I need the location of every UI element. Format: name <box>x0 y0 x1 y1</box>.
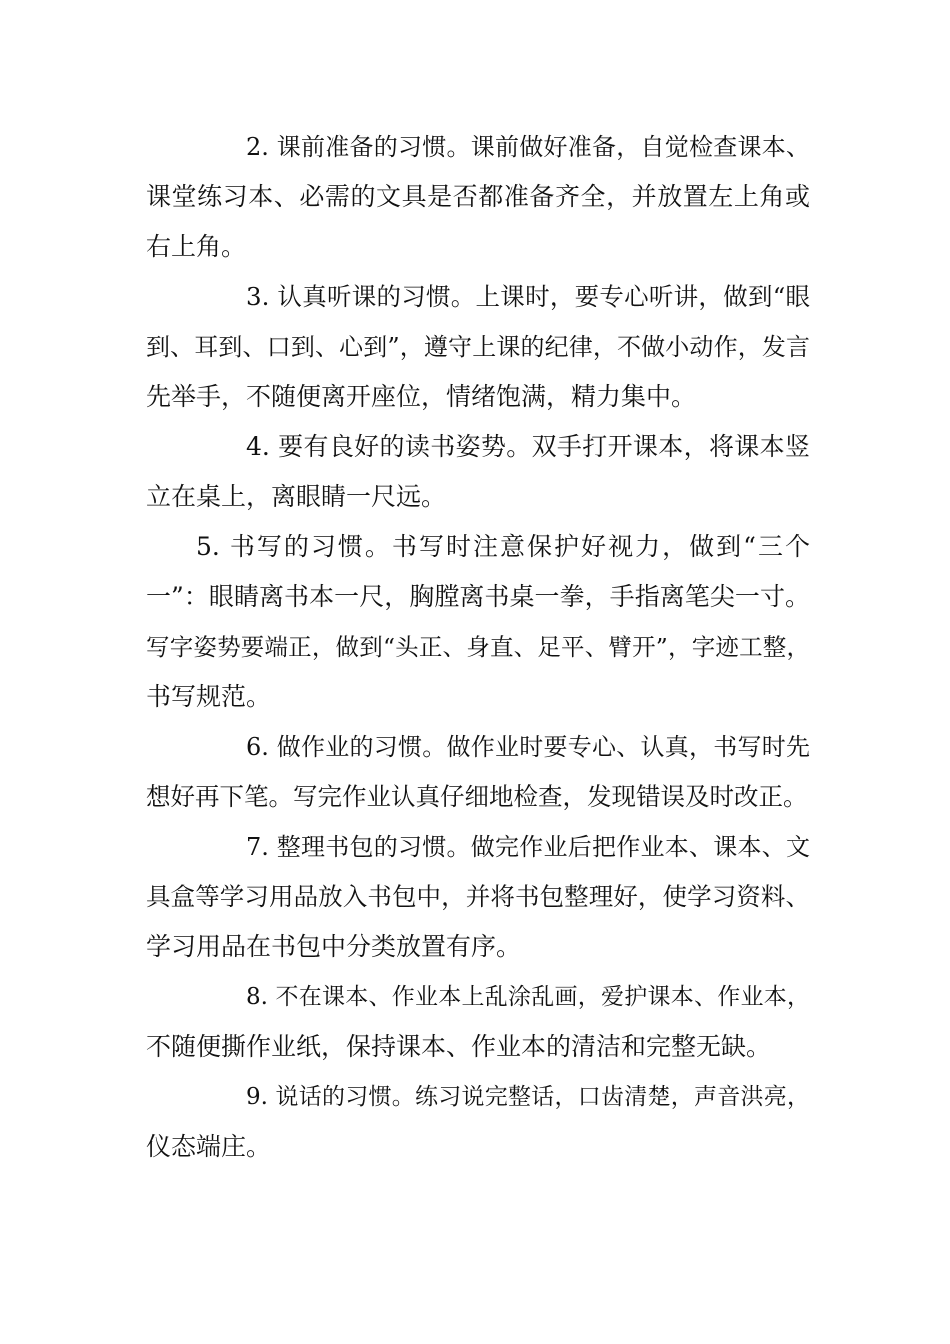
paragraph-6 <box>146 722 810 822</box>
paragraph-line: 一”：眼睛离书本一尺，胸膛离书桌一拳，手指离笔尖一寸。 <box>146 582 810 611</box>
paragraph-line: 立在桌上，离眼睛一尺远。 <box>146 482 447 511</box>
paragraph-line: 想好再下笔。写完作业认真仔细地检查，发现错误及时改正。 <box>146 782 808 811</box>
paragraph-line: 4. 要有良好的读书姿势。双手打开课本，将课本竖 <box>246 432 810 461</box>
paragraph-line: 先举手，不随便离开座位，情绪饱满，精力集中。 <box>146 382 697 411</box>
paragraph-line: 8. 不在课本、作业本上乱涂乱画，爱护课本、作业本， <box>246 984 810 1010</box>
paragraph-5 <box>146 522 810 722</box>
paragraph-line: 6. 做作业的习惯。做作业时要专心、认真，书写时先 <box>246 733 810 761</box>
paragraph-line: 3. 认真听课的习惯。上课时，要专心听讲，做到“眼 <box>246 282 810 311</box>
paragraph-4 <box>146 422 810 522</box>
paragraph-3 <box>146 272 810 422</box>
paragraph-line: 不随便撕作业纸，保持课本、作业本的清洁和完整无缺。 <box>146 1032 772 1061</box>
paragraph-line: 9. 说话的习惯。练习说完整话，口齿清楚，声音洪亮， <box>246 1084 810 1110</box>
paragraph-line: 到、耳到、口到、心到”，遵守上课的纪律，不做小动作，发言 <box>146 333 810 361</box>
paragraph-8 <box>146 972 810 1072</box>
paragraph-9 <box>146 1072 810 1172</box>
paragraph-line: 5. 书写的习惯。书写时注意保护好视力，做到“三个 <box>196 532 810 561</box>
paragraph-line: 7. 整理书包的习惯。做完作业后把作业本、课本、文 <box>246 833 810 861</box>
paragraph-2 <box>146 122 810 272</box>
paragraph-line: 学习用品在书包中分类放置有序。 <box>146 932 522 961</box>
paragraph-line: 右上角。 <box>146 232 247 261</box>
paragraph-line: 写字姿势要端正，做到“头正、身直、足平、臂开”，字迹工整， <box>146 633 810 661</box>
paragraph-line: 2. 课前准备的习惯。课前做好准备，自觉检查课本、 <box>246 133 810 161</box>
paragraph-7 <box>146 822 810 972</box>
paragraph-line: 课堂练习本、必需的文具是否都准备齐全，并放置左上角或 <box>146 182 810 211</box>
paragraph-line: 书写规范。 <box>146 682 272 711</box>
paragraph-line: 具盒等学习用品放入书包中，并将书包整理好，使学习资料、 <box>146 882 810 911</box>
paragraph-line: 仪态端庄。 <box>146 1132 272 1161</box>
